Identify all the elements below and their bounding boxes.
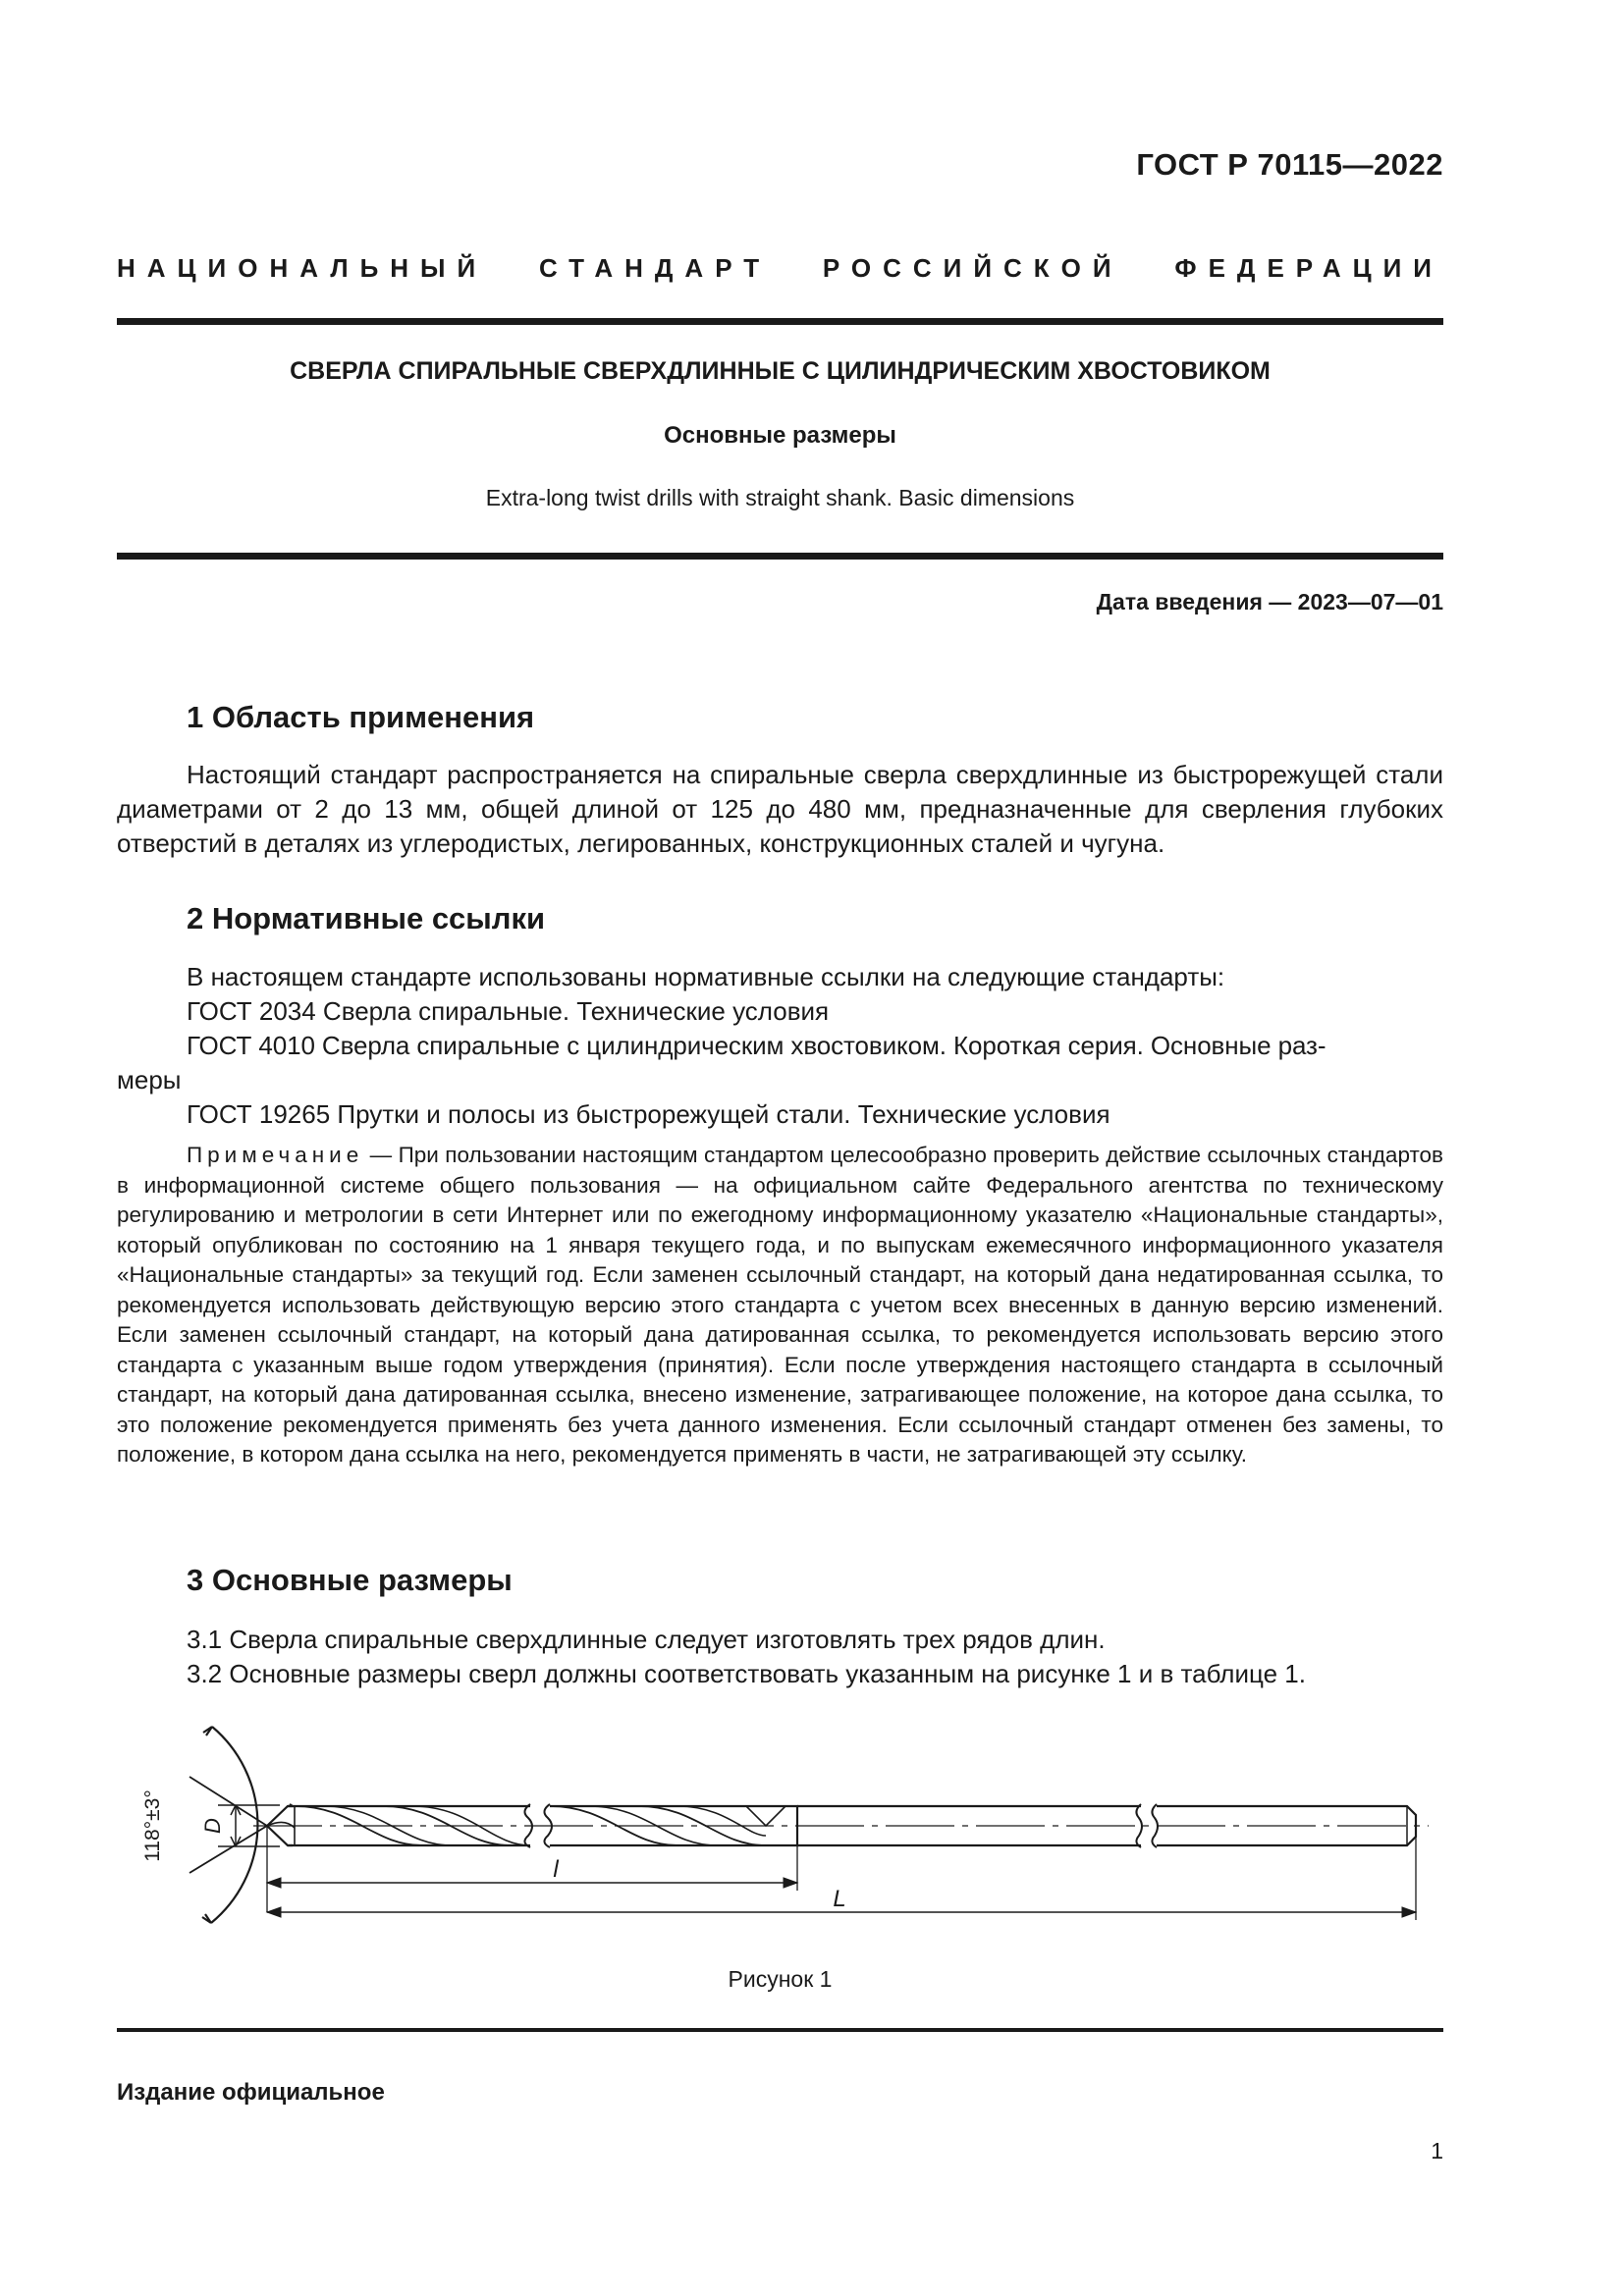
figure-1-drill-drawing	[0, 1708, 1624, 1953]
refs-intro: В настоящем стандарте использованы нормативные ссылки на следующие стандарты:	[187, 962, 1225, 991]
section-2-heading: 2 Нормативные ссылки	[187, 901, 546, 935]
section-3-heading: 3 Основные размеры	[187, 1563, 513, 1597]
ref-gost-4010: ГОСТ 4010 Сверла спиральные с цилиндрическим хвостовиком. Короткая серия. Основные раз-	[187, 1031, 1326, 1060]
total-length-label: L	[833, 1886, 846, 1912]
official-edition-label: Издание официальное	[117, 2079, 385, 2106]
section-3-item-2: 3.2 Основные размеры сверл должны соответствовать указанным на рисунке 1 и в таблице 1.	[187, 1659, 1306, 1688]
flute-length-label: l	[553, 1856, 559, 1883]
ref-gost-4010-continuation: меры	[117, 1065, 182, 1095]
section-3-item-1: 3.1 Сверла спиральные сверхдлинные следует изготовлять трех рядов длин.	[187, 1625, 1106, 1654]
national-standard-heading: НАЦИОНАЛЬНЫЙ СТАНДАРТ РОССИЙСКОЙ ФЕДЕРАЦИИ	[117, 253, 1443, 283]
angle-label: 118°±3°	[141, 1789, 164, 1862]
introduction-date: Дата введения — 2023—07—01	[1096, 589, 1443, 614]
section-1-text: Настоящий стандарт распространяется на спиральные сверла сверхдлинные из быстрорежущей стали диаметрами от 2 до 13 мм, общей длиной от 125 до 480 мм, предназначенные для сверления глубоких отверстий в деталях из углеродистых, легированных, конструкционных сталей и чугуна.	[117, 760, 1443, 858]
figure-caption: Рисунок 1	[728, 1966, 833, 1992]
document-code: ГОСТ Р 70115—2022	[1136, 147, 1443, 182]
divider-top	[117, 318, 1443, 325]
diameter-label: D	[200, 1818, 225, 1834]
document-title: СВЕРЛА СПИРАЛЬНЫЕ СВЕРХДЛИННЫЕ С ЦИЛИНДРИЧЕСКИМ ХВОСТОВИКОМ	[290, 357, 1271, 385]
page-number: 1	[1431, 2138, 1443, 2163]
note-paragraph	[117, 1141, 1443, 1470]
ref-gost-19265: ГОСТ 19265 Прутки и полосы из быстрорежущей стали. Технические условия	[187, 1099, 1110, 1129]
document-subtitle: Основные размеры	[664, 422, 896, 449]
note-label: Примечание	[187, 1143, 364, 1167]
ref-gost-2034: ГОСТ 2034 Сверла спиральные. Технические условия	[187, 996, 830, 1026]
note-text: — При пользовании настоящим стандартом целесообразно проверить действие ссылочных стандартов в информационной системе общего пользования — на официальном сайте Федерального агентства по техническому регулированию и метрологии в сети Интернет или по ежегодному информационному указателю «Национальные стандарты», который опубликован по состоянию на 1 января текущего года, и по выпускам ежемесячного информационного указателя «Национальные стандарты» за текущий год. Если заменен ссылочный стандарт, на который дана недатированная ссылка, то рекомендуется использовать действующую версию этого стандарта с учетом всех внесенных в данную версию изменений. Если заменен ссылочный стандарт, на который дана датированная ссылка, то рекомендуется использовать версию этого стандарта с указанным выше годом утверждения (принятия). Если после утверждения настоящего стандарта в ссылочный стандарт, на который дана датированная ссылка, внесено изменение, затрагивающее положение, на которое дана ссылка, то это положение рекомендуется применять без учета данного изменения. Если ссылочный стандарт отменен без замены, то положение, в котором дана ссылка на него, рекомендуется применять в части, не затрагивающей эту ссылку.	[117, 1143, 1443, 1467]
section-1-heading: 1 Область применения	[187, 700, 535, 734]
divider-footer	[117, 2028, 1443, 2032]
english-title: Extra-long twist drills with straight shank. Basic dimensions	[485, 485, 1075, 510]
divider-title-bottom	[117, 553, 1443, 560]
